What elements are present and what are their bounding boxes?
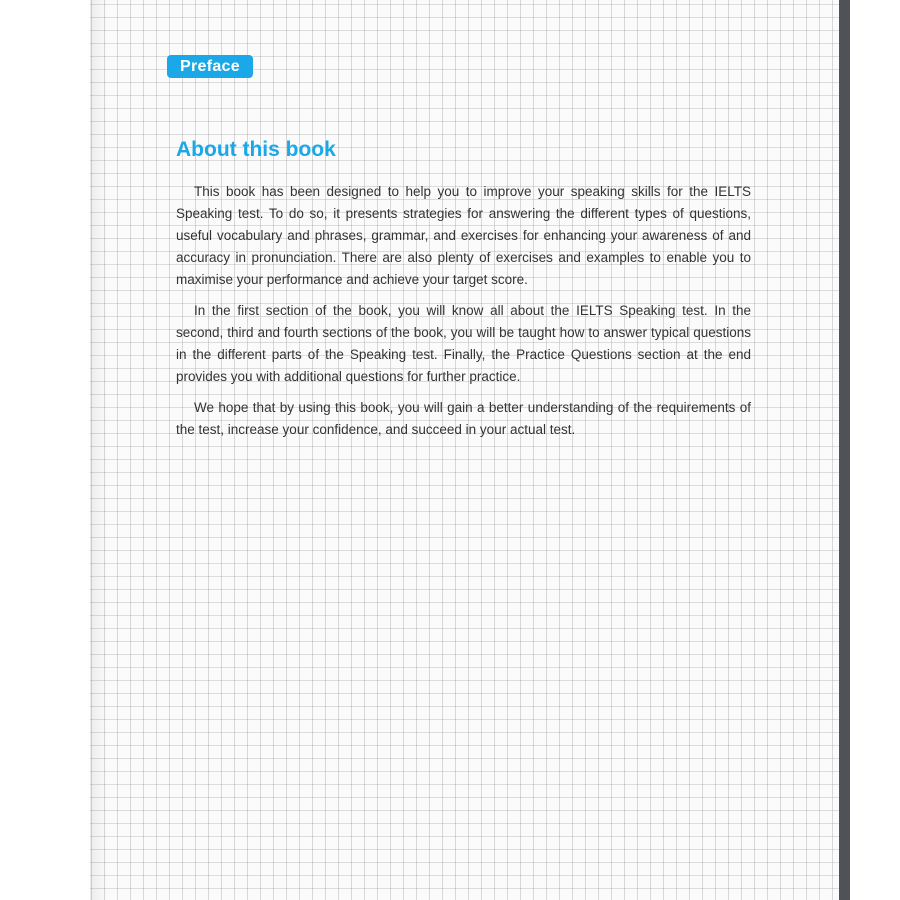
paragraph: This book has been designed to help you to improve your speaking skills for the IELTS Speaking test. To do so, it presents strategies for answering the different types of questions, useful vocabulary and phrases, grammar, and exercises for enhancing your awareness of and accuracy in pronunciation. There are also plenty of exercises and examples to enable you to maximise your performance and achieve your target score. (176, 184, 751, 287)
section-badge: Preface (167, 55, 253, 78)
page-heading: About this book (176, 138, 336, 161)
book-page (90, 0, 839, 900)
body-text (176, 181, 751, 450)
page-edge-bar (839, 0, 850, 900)
paragraph: In the first section of the book, you will know all about the IELTS Speaking test. In the second, third and fourth sections of the book, you will be taught how to answer typical questions in the different parts of the Speaking test. Finally, the Practice Questions section at the end provides you with additional questions for further practice. (176, 303, 751, 384)
paragraph: We hope that by using this book, you will gain a better understanding of the requirements of the test, increase your confidence, and succeed in your actual test. (176, 400, 751, 437)
